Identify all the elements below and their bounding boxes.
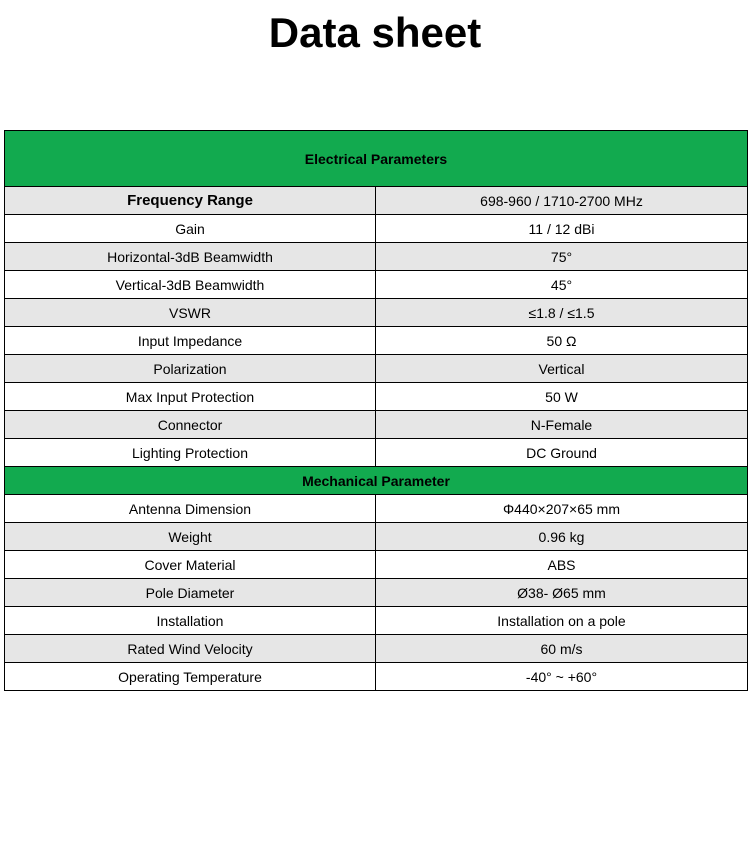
page-title: Data sheet (268, 9, 482, 56)
table-row (5, 523, 748, 551)
param-label: Gain (5, 215, 376, 243)
table-row (5, 215, 748, 243)
table-row (5, 383, 748, 411)
table-row (5, 271, 748, 299)
param-value: 50 Ω (376, 327, 748, 355)
param-label: Lighting Protection (5, 439, 376, 467)
param-value: Ø38- Ø65 mm (376, 579, 748, 607)
param-value: ≤1.8 / ≤1.5 (376, 299, 748, 327)
param-label: Operating Temperature (5, 663, 376, 691)
table-row (5, 607, 748, 635)
param-label: Pole Diameter (5, 579, 376, 607)
table-row (5, 439, 748, 467)
param-label: Connector (5, 411, 376, 439)
param-value: 11 / 12 dBi (376, 215, 748, 243)
param-value: ABS (376, 551, 748, 579)
table-row (5, 187, 748, 215)
param-value: -40° ~ +60° (376, 663, 748, 691)
param-value: 698-960 / 1710-2700 MHz (376, 187, 748, 215)
data-sheet-table (4, 130, 748, 691)
param-label: Weight (5, 523, 376, 551)
table-row (5, 663, 748, 691)
param-label: Input Impedance (5, 327, 376, 355)
param-value: N-Female (376, 411, 748, 439)
table-row (5, 551, 748, 579)
param-label: Rated Wind Velocity (5, 635, 376, 663)
section-heading: Electrical Parameters (5, 131, 748, 187)
table-row (5, 327, 748, 355)
section-header-electrical (5, 131, 748, 187)
param-value: 50 W (376, 383, 748, 411)
param-value: 60 m/s (376, 635, 748, 663)
table-row (5, 355, 748, 383)
section-heading: Mechanical Parameter (5, 467, 748, 495)
param-label: Antenna Dimension (5, 495, 376, 523)
param-value: 0.96 kg (376, 523, 748, 551)
table-row (5, 495, 748, 523)
param-label: Frequency Range (5, 187, 376, 215)
param-label: Horizontal-3dB Beamwidth (5, 243, 376, 271)
param-label: Cover Material (5, 551, 376, 579)
table-row (5, 299, 748, 327)
param-value: 45° (376, 271, 748, 299)
table-row (5, 635, 748, 663)
table-row (5, 243, 748, 271)
param-label: Polarization (5, 355, 376, 383)
param-label: Max Input Protection (5, 383, 376, 411)
param-value: 75° (376, 243, 748, 271)
param-label: Installation (5, 607, 376, 635)
param-value: DC Ground (376, 439, 748, 467)
param-label: Vertical-3dB Beamwidth (5, 271, 376, 299)
table-row (5, 579, 748, 607)
section-header-mechanical (5, 467, 748, 495)
param-value: Installation on a pole (376, 607, 748, 635)
param-value: Vertical (376, 355, 748, 383)
param-value: Φ440×207×65 mm (376, 495, 748, 523)
param-label: VSWR (5, 299, 376, 327)
table-row (5, 411, 748, 439)
